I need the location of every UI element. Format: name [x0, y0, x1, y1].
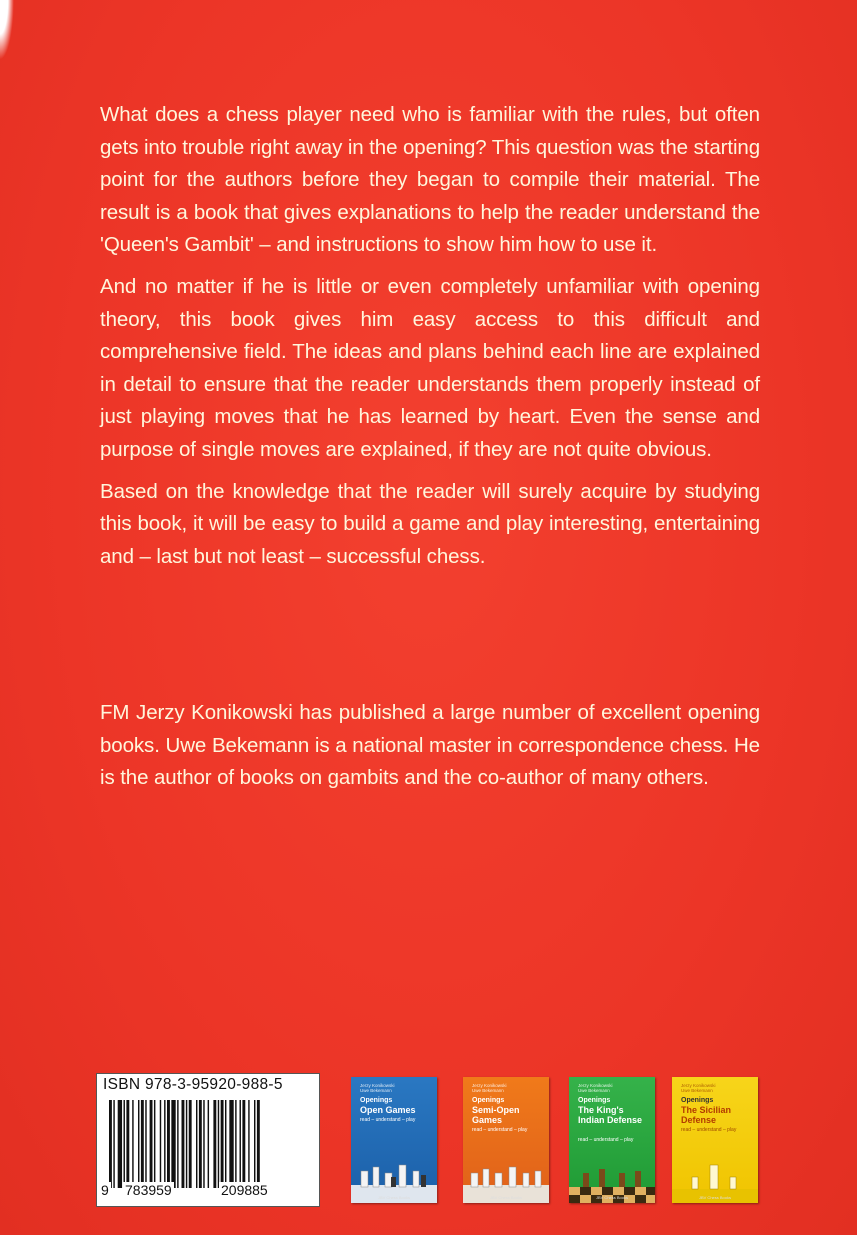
isbn-barcode-box — [96, 1073, 320, 1207]
book-series: Openings — [578, 1097, 611, 1104]
blurb-paragraph-2: And no matter if he is little or even completely unfamiliar with opening theory, this book gives him easy access to this difficult and comprehensive field. The ideas and plans behind each line are explained in detail to ensure that the reader understands them properly instead of just playing moves that he has learned by heart. Even the sense and purpose of single moves are explained, if they are not quite obvious. — [100, 274, 760, 461]
book-series: Openings — [360, 1097, 393, 1104]
book-title: Semi-Open Games — [472, 1105, 520, 1125]
book-authors: Jerzy Konikowski Uwe Bekemann — [360, 1083, 395, 1093]
book-authors: Jerzy Konikowski Uwe Bekemann — [472, 1083, 507, 1093]
book-open-games — [351, 1077, 437, 1203]
book-tagline: read – understand – play — [360, 1117, 416, 1123]
book-tagline: read – understand – play — [472, 1127, 528, 1133]
book-series: Openings — [472, 1097, 505, 1104]
book-publisher: JBV Chess Books — [698, 1195, 731, 1200]
book-semi-open-games — [463, 1077, 549, 1203]
blurb-paragraph-3: Based on the knowledge that the reader will surely acquire by studying this book, it will be easy to build a game and play interesting, entertaining and – last but not least – successful chess. — [100, 479, 760, 568]
page-corner — [0, 0, 14, 60]
book-title: Open Games — [360, 1105, 416, 1115]
book-authors: Jerzy Konikowski Uwe Bekemann — [681, 1083, 716, 1093]
book-title: The Sicilian Defense — [681, 1105, 732, 1125]
isbn-label: ISBN 978-3-95920-988-5 — [103, 1076, 283, 1093]
barcode-digit-group-2: 209885 — [221, 1182, 268, 1198]
barcode-icon — [109, 1100, 309, 1188]
blurb-text — [100, 99, 760, 582]
barcode-digit-first: 9 — [101, 1182, 109, 1198]
blurb-paragraph-1: What does a chess player need who is familiar with the rules, but often gets into trouble right away in the opening? This question was the starting point for the authors before they began to compile their material. The result is a book that gives explanations to help the reader understand the 'Queen's Gambit' – and instructions to show him how to use it. — [100, 103, 760, 257]
barcode-digits — [101, 1182, 315, 1202]
book-publisher: JBV Chess Books — [489, 1195, 522, 1200]
author-bio — [100, 697, 760, 804]
book-publisher: JBV Chess Books — [595, 1195, 628, 1200]
book-authors: Jerzy Konikowski Uwe Bekemann — [578, 1083, 613, 1093]
book-kings-indian-defense — [569, 1077, 655, 1203]
book-title: The King's Indian Defense — [578, 1105, 643, 1125]
book-tagline: read – understand – play — [681, 1127, 737, 1133]
barcode-digit-group-1: 783959 — [125, 1182, 172, 1198]
book-sicilian-defense — [672, 1077, 758, 1203]
book-tagline: read – understand – play — [578, 1137, 634, 1143]
book-series: Openings — [681, 1097, 714, 1104]
author-bio-paragraph: FM Jerzy Konikowski has published a large number of excellent opening books. Uwe Bekemann is a national master in correspondence chess. He is the author of books on gambits and the co-author of many others. — [100, 701, 760, 790]
book-publisher: JBV Chess Books — [377, 1195, 410, 1200]
